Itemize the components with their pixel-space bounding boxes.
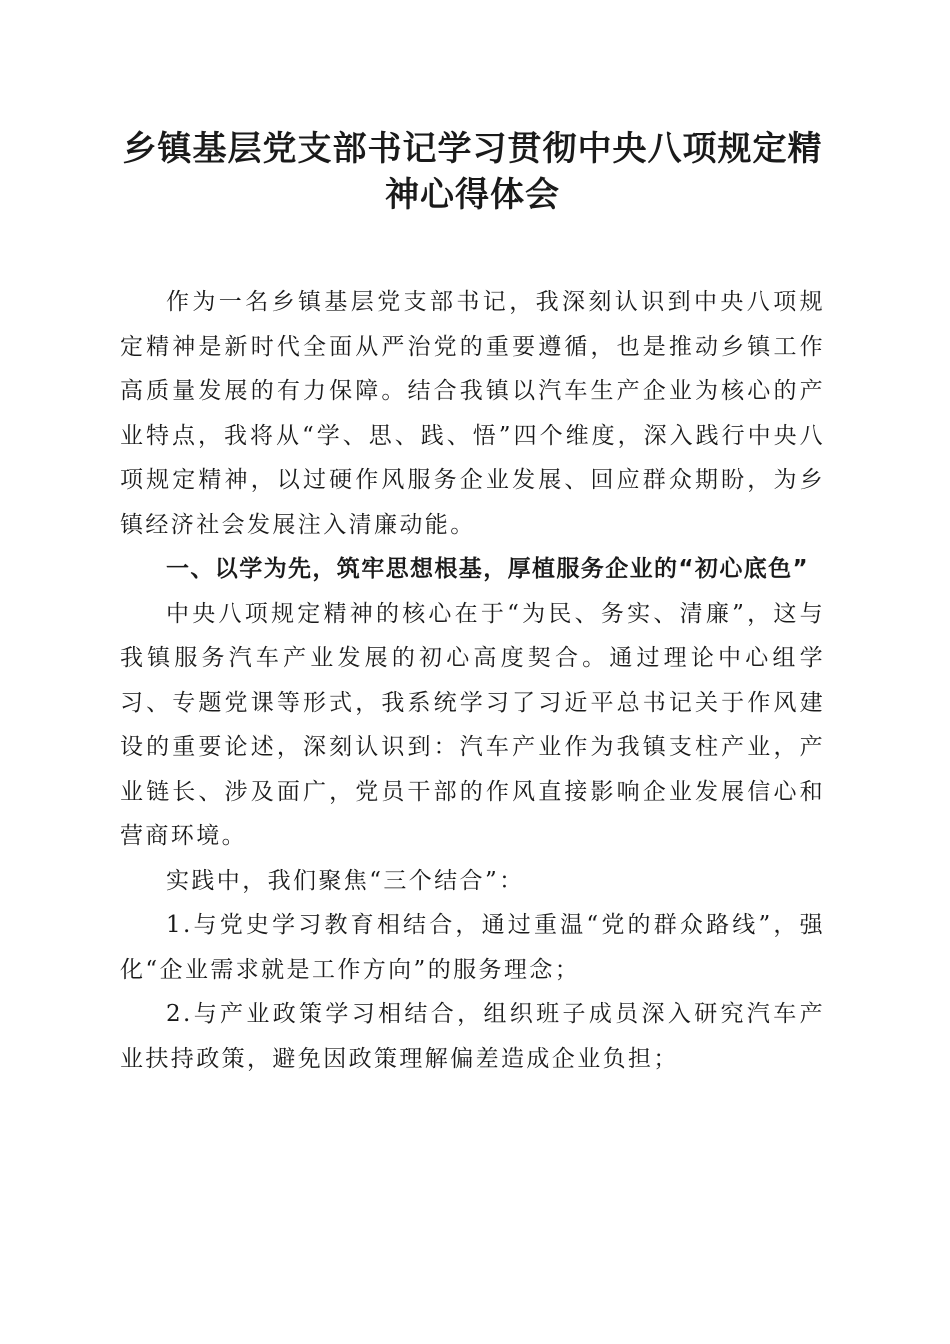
section-1-paragraph-2: 实践中，我们聚焦“三个结合”： [166,867,525,894]
document-page [120,126,825,1081]
list-item-2: 2.与产业政策学习相结合，组织班子成员深入研究汽车产业扶持政策，避免因政策理解偏差造成企业负担； [120,1001,825,1072]
title-line-2: 神心得体会 [385,175,560,215]
section-1-heading: 一、以学为先，筑牢思想根基，厚植服务企业的“初心底色” [166,556,810,582]
list-item-1: 1.与党史学习教育相结合，通过重温“党的群众路线”，强化“企业需求就是工作方向”的服务理念； [120,912,825,983]
intro-paragraph: 作为一名乡镇基层党支部书记，我深刻认识到中央八项规定精神是新时代全面从严治党的重要遵循，也是推动乡镇工作高质量发展的有力保障。结合我镇以汽车生产企业为核心的产业特点，我将从“学、思、践、悟”四个维度，深入践行中央八项规定精神，以过硬作风服务企业发展、回应群众期盼，为乡镇经济社会发展注入清廉动能。 [120,289,825,538]
document-title [120,126,825,218]
title-line-1: 乡镇基层党支部书记学习贯彻中央八项规定精 [122,129,823,169]
section-1-paragraph-1: 中央八项规定精神的核心在于“为民、务实、清廉”，这与我镇服务汽车产业发展的初心高度契合。通过理论中心组学习、专题党课等形式，我系统学习了习近平总书记关于作风建设的重要论述，深刻认识到：汽车产业作为我镇支柱产业，产业链长、涉及面广，党员干部的作风直接影响企业发展信心和营商环境。 [120,600,825,849]
